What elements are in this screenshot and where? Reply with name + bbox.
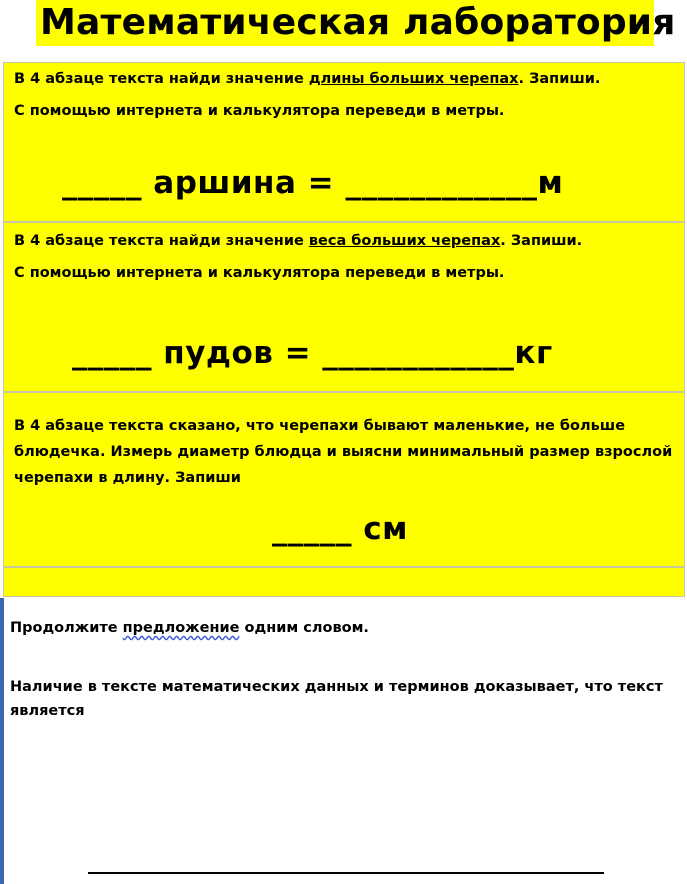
prompt-text: одним словом. bbox=[239, 620, 369, 636]
task-block-weight bbox=[3, 222, 685, 392]
prompt-text: Продолжите bbox=[10, 620, 123, 636]
instruction-text: . Запиши. bbox=[500, 233, 583, 249]
page-title: Математическая лаборатория bbox=[36, 0, 654, 46]
task-block-size bbox=[3, 392, 685, 567]
underlined-phrase: длины больших черепах bbox=[308, 71, 519, 87]
instruction-text: В 4 абзаце текста найди значение bbox=[14, 233, 309, 249]
task-instruction-2: С помощью интернета и калькулятора переведи в метры. bbox=[14, 103, 505, 119]
underlined-phrase: веса больших черепах bbox=[308, 233, 501, 249]
task-instruction bbox=[14, 231, 582, 251]
spellcheck-word: предложение bbox=[122, 620, 240, 636]
task-instruction-2: С помощью интернета и калькулятора переведи в метры. bbox=[14, 265, 505, 281]
answer-line bbox=[88, 872, 604, 874]
task-paragraph: В 4 абзаце текста сказано, что черепахи бывают маленькие, не больше блюдечка. Измерь диаметр блюдца и выясни минимальный размер взрослой черепахи в длину. Запиши bbox=[14, 418, 673, 486]
empty-yellow-strip bbox=[3, 567, 685, 597]
equation-cm: _____ см bbox=[272, 511, 409, 547]
instruction-text: В 4 абзаце текста найди значение bbox=[14, 71, 309, 87]
continue-prompt bbox=[10, 617, 369, 639]
equation-arshin: _____ аршина = ____________м bbox=[62, 165, 564, 201]
page-edge-line bbox=[0, 598, 4, 884]
task-instruction bbox=[14, 69, 600, 89]
equation-pud: _____ пудов = ____________кг bbox=[72, 335, 553, 371]
sentence-to-complete: Наличие в тексте математических данных и терминов доказывает, что текст является bbox=[10, 679, 663, 719]
task-block-length bbox=[3, 62, 685, 222]
instruction-text: . Запиши. bbox=[518, 71, 601, 87]
